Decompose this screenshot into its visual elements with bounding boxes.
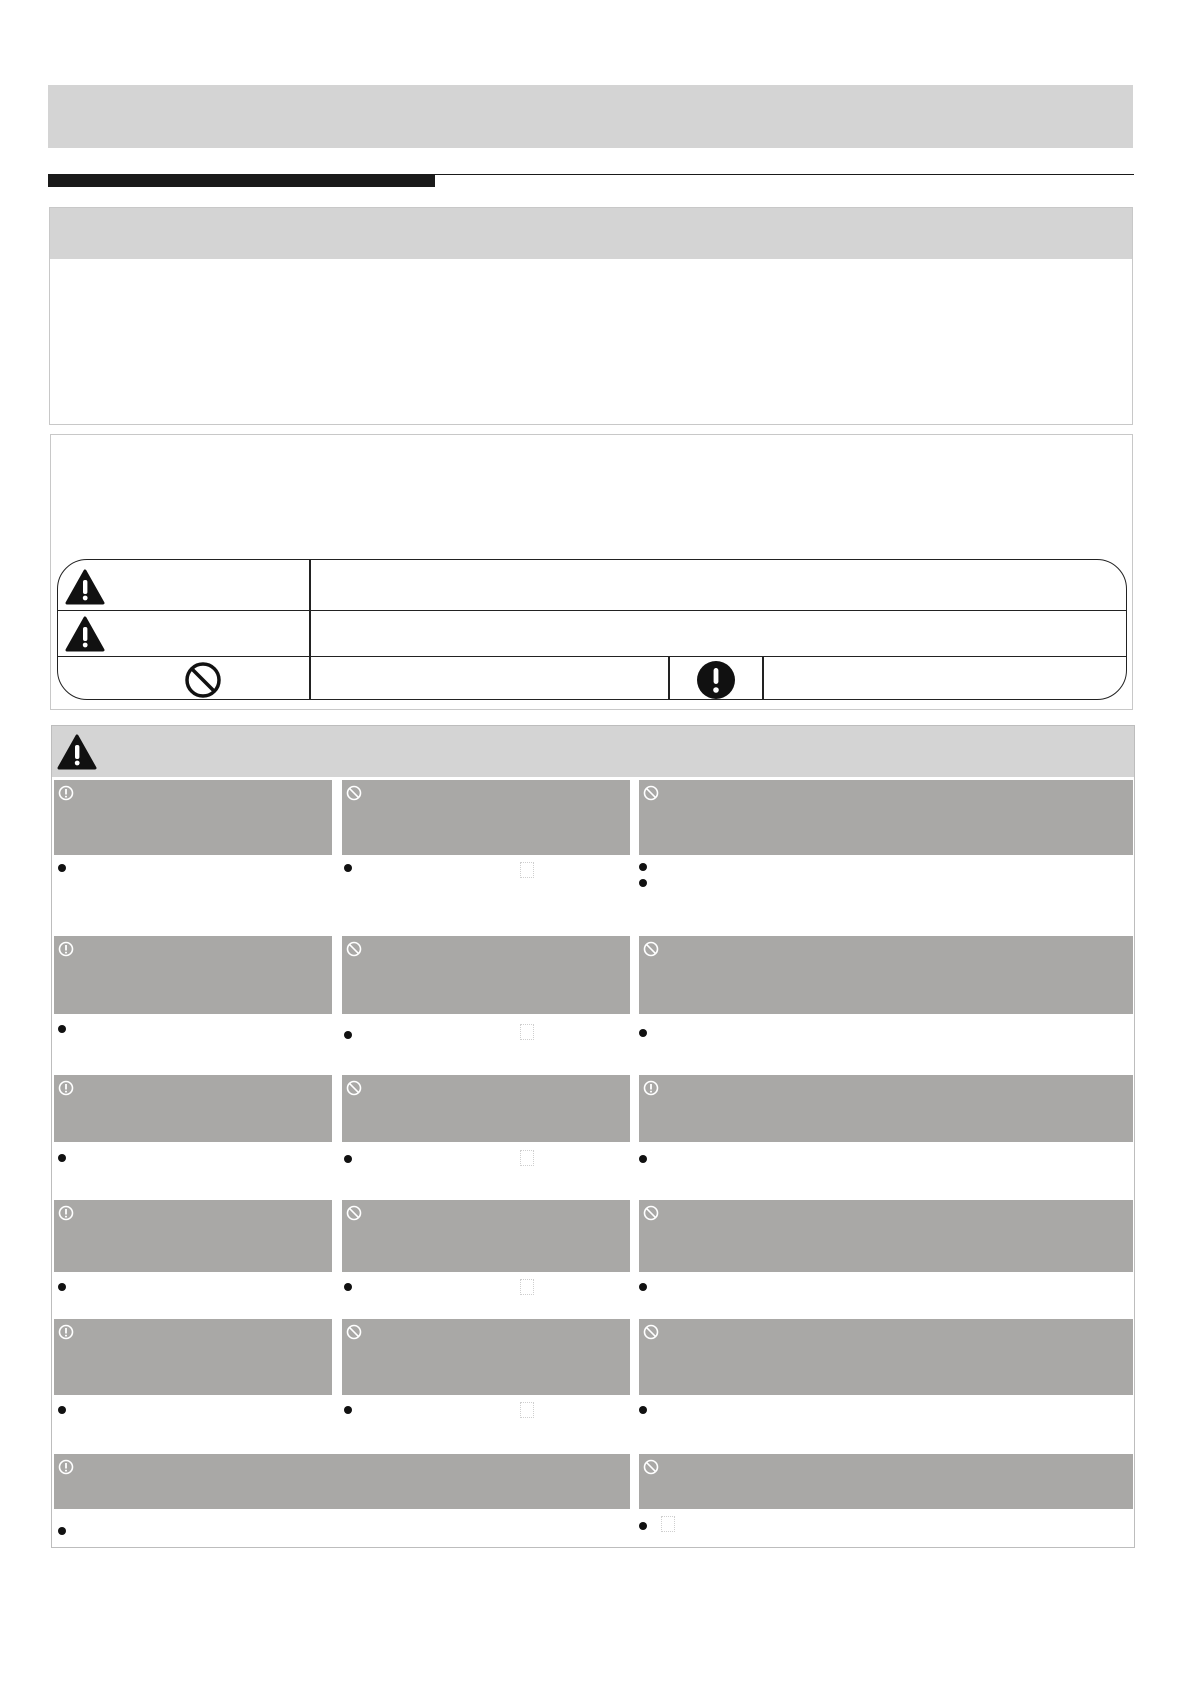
warning-item-header bbox=[54, 1200, 332, 1272]
caution-circle-icon bbox=[643, 1080, 659, 1101]
list-bullet bbox=[58, 1154, 66, 1162]
symbol-legend-table bbox=[57, 559, 1127, 700]
warning-item-header bbox=[342, 780, 630, 855]
prohibited-icon bbox=[643, 1324, 659, 1345]
warning-section-header bbox=[52, 726, 1134, 777]
legend-row-symbols bbox=[58, 657, 1126, 700]
warning-triangle-icon bbox=[65, 569, 105, 605]
page-title-banner bbox=[48, 85, 1133, 148]
prohibited-icon bbox=[184, 661, 222, 699]
warning-item-header bbox=[342, 936, 630, 1014]
warning-item-header bbox=[639, 1454, 1133, 1509]
legend-row-warning bbox=[58, 560, 1126, 611]
list-bullet bbox=[344, 1406, 352, 1414]
warning-item-header bbox=[639, 936, 1133, 1014]
prohibited-icon bbox=[643, 1459, 659, 1480]
warning-item-header bbox=[54, 1319, 332, 1395]
list-bullet bbox=[639, 863, 647, 871]
caution-circle-icon bbox=[58, 941, 74, 962]
section-divider-bar bbox=[48, 174, 435, 187]
intro-section-header bbox=[50, 208, 1132, 259]
list-bullet bbox=[58, 1025, 66, 1033]
warning-item-header bbox=[639, 1319, 1133, 1395]
list-bullet bbox=[58, 1406, 66, 1414]
prohibited-icon bbox=[346, 1080, 362, 1101]
warning-triangle-icon bbox=[57, 734, 97, 770]
faint-glyph bbox=[520, 1402, 534, 1418]
caution-circle-icon bbox=[58, 1459, 74, 1480]
list-bullet bbox=[639, 1522, 647, 1530]
list-bullet bbox=[344, 864, 352, 872]
faint-glyph bbox=[661, 1516, 675, 1532]
list-bullet bbox=[639, 879, 647, 887]
list-bullet bbox=[344, 1283, 352, 1291]
warning-item-header bbox=[54, 1075, 332, 1142]
prohibited-icon bbox=[346, 1205, 362, 1226]
list-bullet bbox=[344, 1031, 352, 1039]
warning-item-header bbox=[54, 1454, 630, 1509]
caution-circle-icon bbox=[58, 1080, 74, 1101]
prohibited-icon bbox=[346, 785, 362, 806]
warning-item-header bbox=[54, 780, 332, 855]
warning-item-header bbox=[342, 1319, 630, 1395]
prohibited-icon bbox=[346, 941, 362, 962]
list-bullet bbox=[639, 1283, 647, 1291]
legend-row-caution bbox=[58, 611, 1126, 657]
caution-circle-icon bbox=[58, 785, 74, 806]
intro-section bbox=[49, 207, 1133, 425]
faint-glyph bbox=[520, 1024, 534, 1040]
prohibited-icon bbox=[346, 1324, 362, 1345]
list-bullet bbox=[344, 1155, 352, 1163]
prohibited-icon bbox=[643, 941, 659, 962]
caution-circle-icon bbox=[58, 1205, 74, 1226]
faint-glyph bbox=[520, 862, 534, 878]
warning-item-header bbox=[342, 1075, 630, 1142]
caution-circle-icon bbox=[58, 1324, 74, 1345]
list-bullet bbox=[639, 1155, 647, 1163]
list-bullet bbox=[639, 1406, 647, 1414]
warning-item-header bbox=[54, 936, 332, 1014]
list-bullet bbox=[639, 1029, 647, 1037]
faint-glyph bbox=[520, 1150, 534, 1166]
prohibited-icon bbox=[643, 785, 659, 806]
warning-item-header bbox=[639, 1075, 1133, 1142]
prohibited-icon bbox=[643, 1205, 659, 1226]
list-bullet bbox=[58, 864, 66, 872]
warning-triangle-icon bbox=[65, 616, 105, 652]
warning-item-header bbox=[639, 780, 1133, 855]
warning-item-header bbox=[342, 1200, 630, 1272]
list-bullet bbox=[58, 1283, 66, 1291]
faint-glyph bbox=[520, 1279, 534, 1295]
warning-item-header bbox=[639, 1200, 1133, 1272]
mandatory-action-icon bbox=[696, 660, 736, 700]
list-bullet bbox=[58, 1527, 66, 1535]
